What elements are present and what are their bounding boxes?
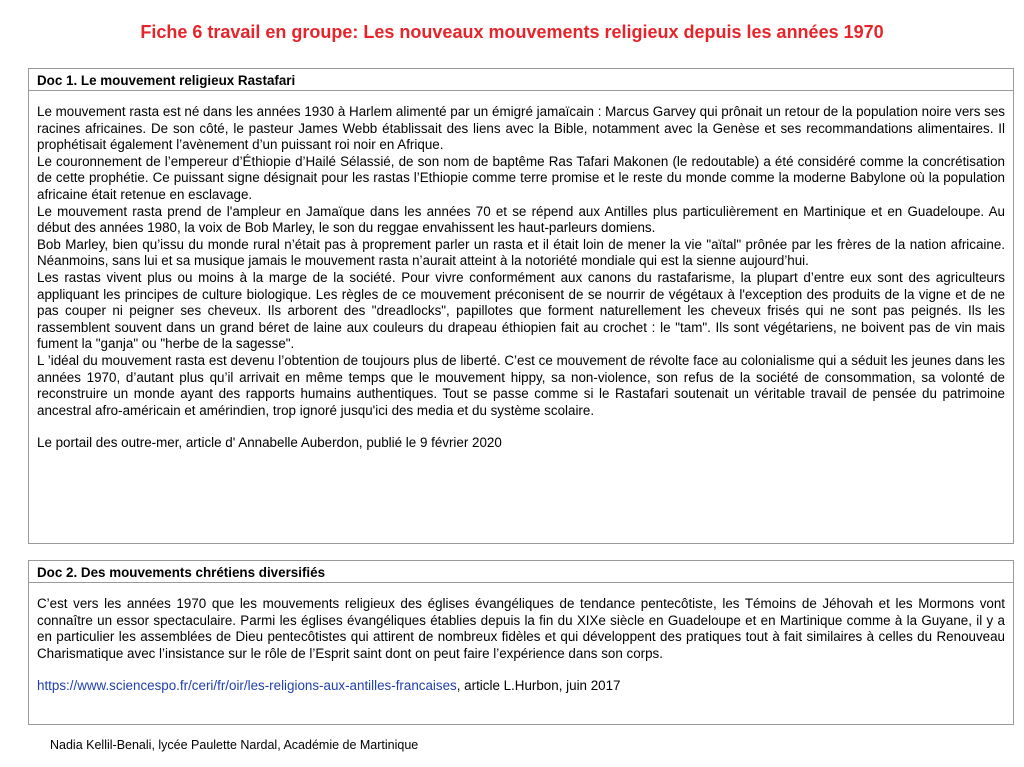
doc1-body xyxy=(29,91,1013,452)
doc1-paragraph: Le couronnement de l’empereur d’Éthiopie d’Hailé Sélassié, de son nom de baptême Ras Tafari Makonen (le redoutable) a été considéré comme la concrétisation de cette prophétie. Ce puissant signe désignait pour les rastas l’Ethiopie comme terre promise et le reste du monde comme la moderne Babylone où la population africaine était retenue en esclavage. xyxy=(37,153,1005,202)
doc1-box xyxy=(28,68,1014,544)
doc2-heading: Doc 2. Des mouvements chrétiens diversifiés xyxy=(29,561,1013,583)
doc1-source: Le portail des outre-mer, article d' Annabelle Auberdon, publié le 9 février 2020 xyxy=(37,435,502,451)
doc1-paragraph: Bob Marley, bien qu’issu du monde rural n’était pas à proprement parler un rasta et il était loin de mener la vie "aïtal" prônée par les frères de la nation africaine. Néanmoins, sans lui et sa musique jamais le mouvement rasta n’aurait atteint à la notoriété mondiale qui est la sienne aujourd’hui. xyxy=(37,236,1005,269)
doc1-paragraph: Les rastas vivent plus ou moins à la marge de la société. Pour vivre conformément aux canons du rastafarisme, la plupart d’entre eux sont des agriculteurs appliquant les principes de culture biologique. Les règles de ce mouvement préconisent de se nourrir de végétaux à l'exception des produits de la vigne et de ne pas couper ni peigner ses cheveux. Ils arborent des "dreadlocks", papillotes que forment naturellement les cheveux frisés qui ne sont pas peignés. Ils les rassemblent souvent dans un grand béret de laine aux couleurs du drapeau éthiopien fait au crochet : le "tam". Ils sont végétariens, ne boivent pas de vin mais fument la "ganja" ou "herbe de la sagesse". xyxy=(37,269,1005,352)
footer-credit: Nadia Kellil-Benali, lycée Paulette Nardal, Académie de Martinique xyxy=(50,738,419,752)
doc1-paragraph: Le mouvement rasta est né dans les années 1930 à Harlem alimenté par un émigré jamaïcain : Marcus Garvey qui prônait un retour de la population noire vers ses racines africaines. De son côté, le pasteur James Webb établissait des liens avec la Bible, notamment avec la Genèse et ses recommandations alimentaires. Il prophétisait également l’avènement d’un puissant roi noir en Afrique. xyxy=(37,104,1005,153)
doc2-body xyxy=(29,583,1013,695)
doc2-source xyxy=(37,678,1005,695)
doc2-source-suffix: , article L.Hurbon, juin 2017 xyxy=(456,678,621,694)
doc2-paragraph: C’est vers les années 1970 que les mouvements religieux des églises évangéliques de tendance pentecôtiste, les Témoins de Jéhovah et les Mormons vont connaître un essor spectaculaire. Parmi les églises évangéliques établies depuis la fin du XIXe siècle en Guadeloupe et en Martinique comme à la Guyane, il y a en particulier les assemblées de Dieu pentecôtistes qui attirent de nombreux fidèles et qui développent des pratiques tout à fait similaires à celles du Renouveau Charismatique avec l’insistance sur le rôle de l’Esprit saint dont on peut faire l’expérience dans son corps. xyxy=(37,596,1005,661)
doc1-heading: Doc 1. Le mouvement religieux Rastafari xyxy=(29,69,1013,91)
doc2-box xyxy=(28,560,1014,725)
page-title: Fiche 6 travail en groupe: Les nouveaux mouvements religieux depuis les années 1970 xyxy=(140,22,884,42)
doc1-paragraph: L ’idéal du mouvement rasta est devenu l’obtention de toujours plus de liberté. C’est ce mouvement de révolte face au colonialisme qui a séduit les jeunes dans les années 1970, d’autant plus qu’il arrivait en même temps que le mouvement hippy, sa non-violence, son refus de la société de consommation, sa volonté de reconstruire un monde ayant des rapports humains authentiques. Tout se passe comme si le Rastafari soutenait un véritable travail de pensée du patrimoine ancestral afro-américain et amérindien, trop ignoré jusqu'ici des media et du système scolaire. xyxy=(37,352,1005,418)
doc2-source-link[interactable]: https://www.sciencespo.fr/ceri/fr/oir/les-religions-aux-antilles-francaises xyxy=(37,678,457,694)
doc1-paragraph: Le mouvement rasta prend de l'ampleur en Jamaïque dans les années 70 et se répend aux Antilles plus particulièrement en Martinique et en Guadeloupe. Au début des années 1980, la voix de Bob Marley, le son du reggae envahissent les haut-parleurs domiens. xyxy=(37,203,1005,236)
